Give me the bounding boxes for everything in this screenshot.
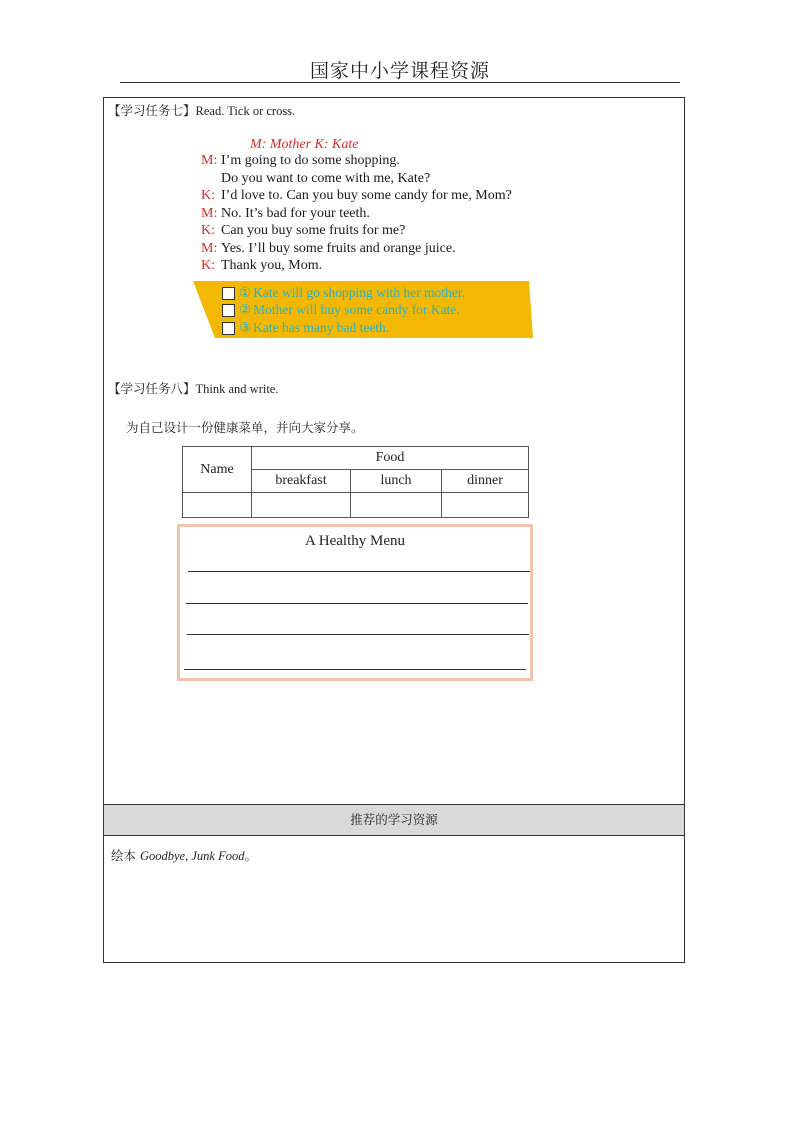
writing-line[interactable] [184, 669, 526, 670]
table-cell-lunch[interactable] [351, 493, 442, 518]
menu-title: A Healthy Menu [305, 533, 405, 549]
task7-label-en: Read. Tick or cross. [195, 104, 296, 118]
name-header: Name [183, 447, 252, 493]
dialogue-text: Do you want to come with me, Kate? [221, 171, 431, 186]
tick-checkbox[interactable] [222, 304, 235, 317]
dialogue-line [201, 223, 405, 239]
table-cell-name[interactable] [183, 493, 252, 518]
dialogue-line [201, 188, 512, 204]
task8-label [108, 379, 278, 397]
dialogue-line [201, 206, 370, 222]
dialogue-line [201, 153, 400, 169]
resources-suffix: 。 [244, 848, 257, 863]
speaker-tag: M: [201, 153, 218, 168]
header-rule [120, 82, 680, 83]
dialogue-text: Can you buy some fruits for me? [221, 223, 406, 238]
task8-label-en: Think and write. [195, 382, 279, 396]
task7-label-cn: 【学习任务七】 [108, 103, 196, 118]
statement-text: Kate will go shopping with her mother. [253, 285, 465, 300]
statement-item [222, 302, 460, 318]
writing-line[interactable] [186, 603, 528, 604]
tick-checkbox[interactable] [222, 322, 235, 335]
table-cell-breakfast[interactable] [252, 493, 351, 518]
food-header: Food [252, 447, 529, 470]
statement-text: Mother will buy some candy for Kate. [253, 302, 460, 317]
task8-label-cn: 【学习任务八】 [108, 381, 196, 396]
statement-number: ③ [239, 320, 252, 335]
speaker-tag: K: [201, 223, 215, 238]
resources-book-title: Goodbye, Junk Food [139, 849, 245, 863]
resources-content [111, 846, 257, 864]
writing-line[interactable] [188, 571, 530, 572]
statement-number: ① [239, 285, 252, 300]
food-table [182, 446, 529, 518]
dialogue-speakers: M: Mother K: Kate [250, 137, 359, 152]
writing-line[interactable] [187, 634, 529, 635]
speaker-tag: K: [201, 188, 215, 203]
task7-label [108, 101, 295, 119]
col-breakfast: breakfast [252, 470, 351, 493]
dialogue-text: No. It’s bad for your teeth. [221, 206, 370, 221]
dialogue-text: I’m going to do some shopping. [221, 153, 400, 168]
statement-item [222, 320, 389, 336]
speaker-tag: M: [201, 206, 218, 221]
healthy-menu-box [177, 524, 533, 681]
statement-text: Kate has many bad teeth. [253, 320, 390, 335]
tick-checkbox[interactable] [222, 287, 235, 300]
dialogue-line [201, 241, 456, 257]
resources-heading: 推荐的学习资源 [104, 804, 684, 836]
resources-prefix: 绘本 [111, 848, 140, 863]
table-cell-dinner[interactable] [442, 493, 529, 518]
dialogue-line [221, 171, 430, 187]
dialogue-text: Thank you, Mom. [221, 258, 323, 273]
speaker-tag: K: [201, 258, 215, 273]
dialogue-line [201, 258, 322, 274]
dialogue-text: Yes. I’ll buy some fruits and orange juice. [221, 241, 456, 256]
col-lunch: lunch [351, 470, 442, 493]
statement-number: ② [239, 302, 252, 317]
dialogue-text: I’d love to. Can you buy some candy for me, Mom? [221, 188, 512, 203]
task8-intro: 为自己设计一份健康菜单，并向大家分享。 [126, 420, 364, 435]
statement-item [222, 285, 465, 301]
speaker-tag: M: [201, 241, 218, 256]
page-header-title: 国家中小学课程资源 [309, 60, 490, 82]
col-dinner: dinner [442, 470, 529, 493]
